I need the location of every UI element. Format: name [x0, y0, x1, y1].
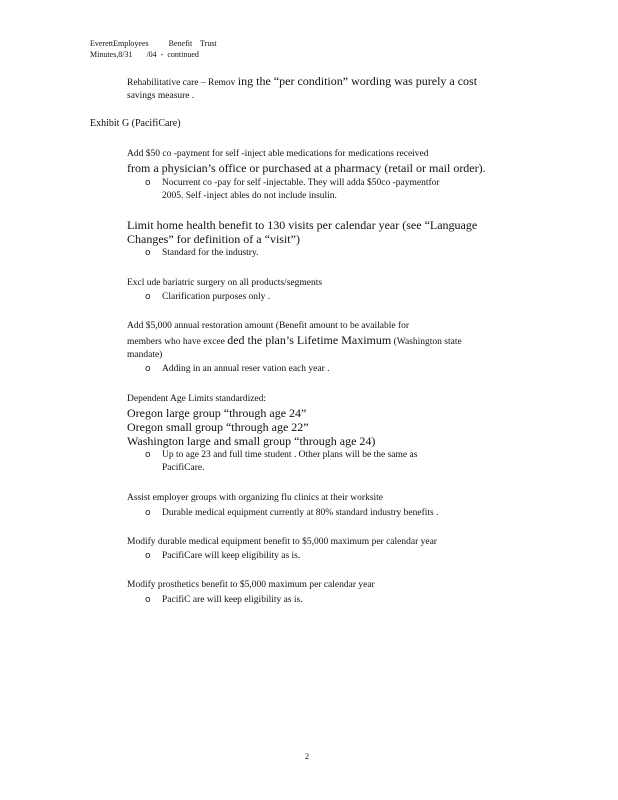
item-line: Oregon small group “through age 22” — [127, 420, 309, 434]
sub-item-line: Standard for the industry. — [162, 248, 259, 258]
list-item — [110, 277, 525, 290]
list-item — [110, 218, 525, 246]
sub-list-item — [145, 550, 525, 563]
item-line: Add $50 co -payment for self -inject able medications for medications received — [127, 149, 429, 159]
exhibit-title: Exhibit G (PacifiCare) — [90, 118, 181, 129]
list-item — [110, 320, 525, 362]
circle-bullet-icon: o — [145, 248, 151, 258]
sub-item-line: Up to age 23 and full time student . Other plans will be the same as — [162, 450, 418, 460]
sub-list-item — [145, 363, 525, 376]
sub-item-line: 2005. Self -inject ables do not include insulin. — [162, 191, 337, 201]
item-text-large: ing the “per condition” wording was purely a cost — [237, 74, 478, 88]
sub-list-item — [145, 291, 525, 304]
sub-list-item — [145, 449, 525, 475]
item-line: Dependent Age Limits standardized: — [127, 394, 267, 404]
sub-item-line: Durable medical equipment currently at 80% standard industry benefits . — [162, 508, 439, 518]
item-line: Excl ude bariatric surgery on all products/segments — [127, 278, 323, 288]
circle-bullet-icon: o — [145, 508, 151, 518]
list-item — [110, 492, 525, 505]
list-item — [110, 148, 525, 175]
list-item — [110, 579, 525, 592]
item-line: Assist employer groups with organizing flu clinics at their worksite — [127, 493, 384, 503]
document-header — [90, 38, 217, 60]
circle-bullet-icon: o — [145, 364, 151, 374]
item-text-line2: savings measure . — [127, 91, 195, 101]
item-line: Modify prosthetics benefit to $5,000 maximum per calendar year — [127, 580, 375, 590]
circle-bullet-icon: o — [145, 551, 151, 561]
list-item-rehabilitative — [110, 74, 525, 103]
sub-list-item — [145, 594, 525, 607]
list-item — [110, 536, 525, 549]
item-text-small: (Washington state — [393, 337, 462, 347]
sub-item-line: PacifiCare will keep eligibility as is. — [162, 551, 301, 561]
sub-list-item — [145, 247, 525, 260]
sub-item-line: PacifiCare. — [162, 463, 205, 473]
item-text-small: Rehabilitative care – Remov — [127, 78, 236, 88]
item-line-mixed — [127, 333, 525, 349]
header-line-2: Minutes,8/31 /04 - continued — [90, 50, 199, 59]
item-line: Limit home health benefit to 130 visits per calendar year (see “Language — [127, 218, 478, 232]
page-number: 2 — [305, 752, 309, 761]
sub-item-line: PacifiC are will keep eligibility as is. — [162, 595, 303, 605]
sub-item-line: Nocurrent co -pay for self -injectable. They will adda $50co -paymentfor — [162, 178, 440, 188]
item-line: Oregon large group “through age 24” — [127, 406, 307, 420]
item-text-large: ded the plan’s Lifetime Maximum — [227, 333, 392, 347]
circle-bullet-icon: o — [145, 595, 151, 605]
circle-bullet-icon: o — [145, 450, 151, 460]
item-line: mandate) — [127, 350, 163, 360]
item-line: Changes” for definition of a “visit”) — [127, 232, 300, 246]
sub-list-item — [145, 177, 525, 203]
sub-item-line: Clarification purposes only . — [162, 292, 271, 302]
circle-bullet-icon: o — [145, 178, 151, 188]
item-line: Washington large and small group “through age 24) — [127, 434, 376, 448]
header-line-1: EverettEmployees Benefit Trust — [90, 39, 217, 48]
item-line: Modify durable medical equipment benefit to $5,000 maximum per calendar year — [127, 537, 437, 547]
item-text-small: members who have excee — [127, 337, 225, 347]
list-item — [110, 393, 525, 448]
item-line: from a physician’s office or purchased at a pharmacy (retail or mail order). — [127, 161, 486, 175]
sub-item-line: Adding in an annual reser vation each year . — [162, 364, 330, 374]
item-line: Add $5,000 annual restoration amount (Benefit amount to be available for — [127, 321, 410, 331]
circle-bullet-icon: o — [145, 292, 151, 302]
sub-list-item — [145, 507, 525, 520]
